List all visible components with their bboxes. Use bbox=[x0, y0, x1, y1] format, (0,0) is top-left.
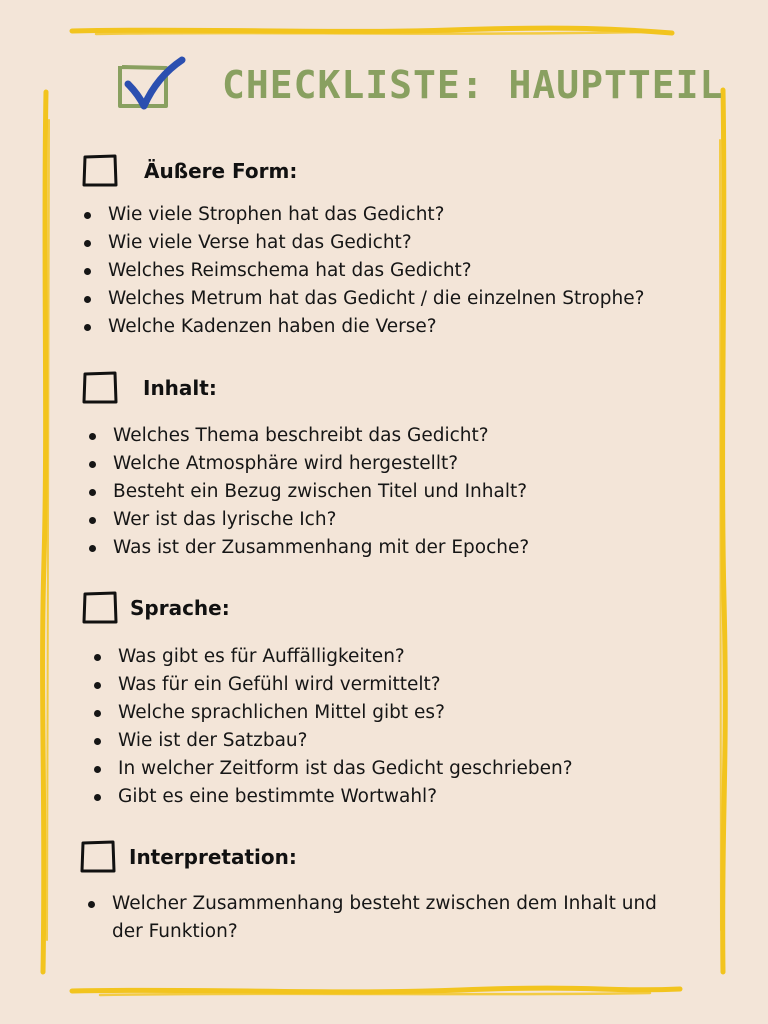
page-title: CHECKLISTE: HAUPTTEIL bbox=[222, 63, 724, 107]
question-list bbox=[86, 890, 672, 946]
list-item: Welche Atmosphäre wird hergestellt? bbox=[87, 450, 529, 478]
section-heading bbox=[82, 591, 230, 624]
section-title: Interpretation: bbox=[129, 844, 297, 869]
section-title: Äußere Form: bbox=[144, 158, 298, 183]
list-item: Wie ist der Satzbau? bbox=[92, 727, 573, 755]
list-item: Welches Metrum hat das Gedicht / die einzelnen Strophe? bbox=[82, 285, 644, 313]
question-list bbox=[82, 201, 644, 341]
header bbox=[116, 55, 723, 115]
list-item: Welches Thema beschreibt das Gedicht? bbox=[87, 422, 529, 450]
list-item: Besteht ein Bezug zwischen Titel und Inhalt? bbox=[87, 478, 529, 506]
list-item: Gibt es eine bestimmte Wortwahl? bbox=[92, 783, 573, 811]
question-list bbox=[92, 643, 573, 811]
list-item: Welche Kadenzen haben die Verse? bbox=[82, 313, 644, 341]
question-list bbox=[87, 422, 529, 562]
empty-checkbox-icon[interactable] bbox=[82, 371, 118, 404]
list-item: Was für ein Gefühl wird vermittelt? bbox=[92, 671, 573, 699]
empty-checkbox-icon[interactable] bbox=[82, 591, 118, 624]
empty-checkbox-icon[interactable] bbox=[82, 154, 118, 187]
section-title: Sprache: bbox=[130, 595, 230, 620]
list-item: Was ist der Zusammenhang mit der Epoche? bbox=[87, 534, 529, 562]
list-item: Wer ist das lyrische Ich? bbox=[87, 506, 529, 534]
section-title: Inhalt: bbox=[143, 375, 217, 400]
empty-checkbox-icon[interactable] bbox=[80, 840, 116, 873]
list-item: Wie viele Verse hat das Gedicht? bbox=[82, 229, 644, 257]
section-heading bbox=[82, 371, 217, 404]
list-item: In welcher Zeitform ist das Gedicht geschrieben? bbox=[92, 755, 573, 783]
checked-box-icon bbox=[116, 56, 186, 114]
list-item: Was gibt es für Auffälligkeiten? bbox=[92, 643, 573, 671]
section-heading bbox=[82, 154, 297, 187]
section-heading bbox=[80, 840, 297, 873]
list-item: Welche sprachlichen Mittel gibt es? bbox=[92, 699, 573, 727]
list-item: Wie viele Strophen hat das Gedicht? bbox=[82, 201, 644, 229]
list-item: Welcher Zusammenhang besteht zwischen dem Inhalt und der Funktion? bbox=[86, 890, 672, 946]
list-item: Welches Reimschema hat das Gedicht? bbox=[82, 257, 644, 285]
